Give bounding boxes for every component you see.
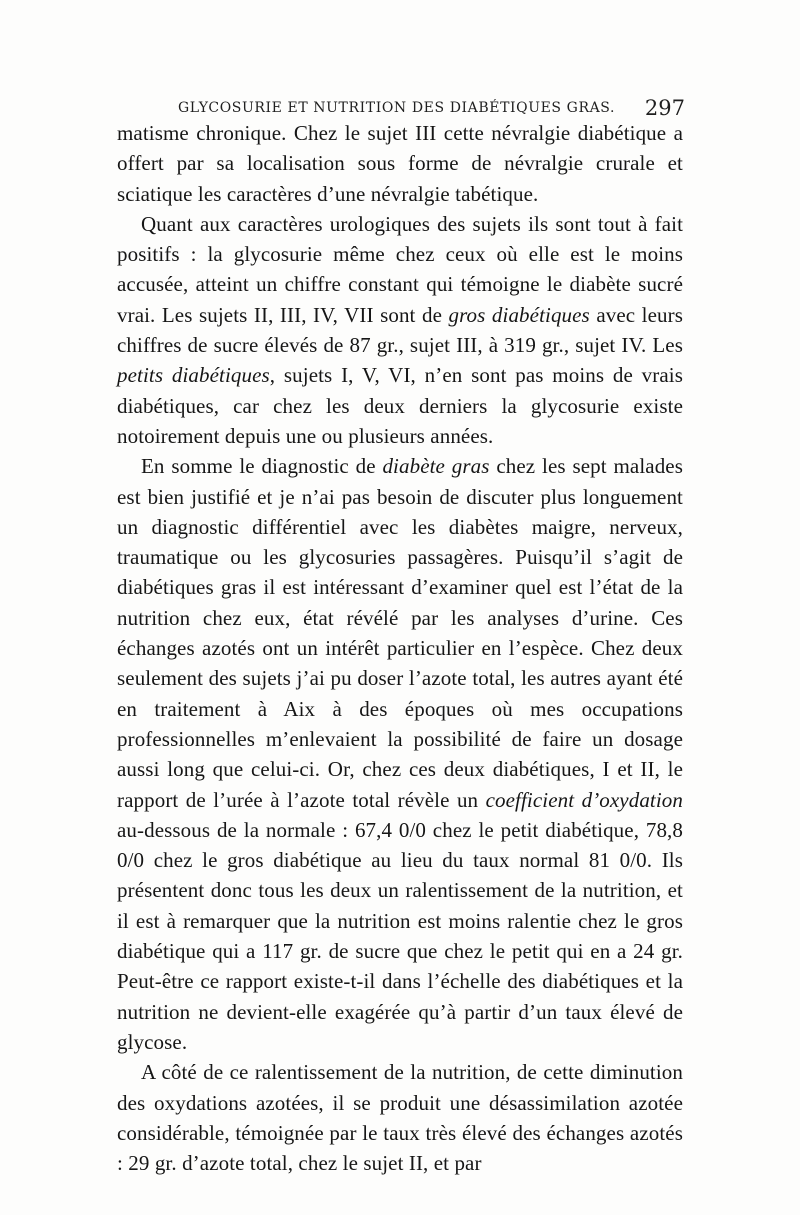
paragraph-2-text-a: Quant aux caractères urologiques des sujets ils sont tout à fait positifs : la glycosurie même chez ceux où elle est le moins accusée, atteint un chiffre constant qui témoigne le diabète sucré vrai. Les sujets II, III, IV, VII sont de — [117, 211, 683, 327]
paragraph-1-text: matisme chronique. Chez le sujet III cette névralgie diabétique a offert par sa localisation sous forme de névralgie crurale et sciatique les caractères d’une névralgie tabétique. — [117, 121, 683, 206]
term-gros-diabetiques: gros diabétiques — [448, 302, 590, 327]
term-petits-diabetiques: petits diabétiques — [117, 363, 270, 388]
paragraph-3-text-c: au-dessous de la normale : 67,4 0/0 chez le petit diabétique, 78,8 0/0 chez le gros diabétique au lieu du taux normal 81 0/0. Ils présentent donc tous les deux un ralentissement de la nutrition, et il est à remarquer que la nutrition est moins ralentie chez le gros diabétique qui a 117 gr. de sucre que chez le petit qui en a 24 gr. Peut-être ce rapport existe-t-il dans l’échelle des diabétiques et la nutrition ne devient-elle exagérée qu’à partir d’un taux élevé de glycose. — [117, 817, 683, 1054]
term-coefficient-oxydation: coefficient d’oxydation — [485, 787, 683, 812]
paragraph-3-text-b: chez les sept malades est bien justifié et je n’ai pas besoin de discuter plus longuement un diagnostic différentiel avec les diabètes maigre, nerveux, traumatique ou les glycosuries passagères. Puisqu’il s’agit de diabétiques gras il est intéressant d’examiner quel est l’état de la nutrition chez eux, état révélé par les analyses d’urine. Ces échanges azotés ont un intérêt particulier en l’espèce. Chez deux seulement des sujets j’ai pu doser l’azote total, les autres ayant été en traitement à Aix à des époques où mes occupations professionnelles m’enlevaient la possibilité de faire un dosage aussi long que celui-ci. Or, chez ces deux diabétiques, I et II, le rapport de l’urée à l’azote total révèle un — [117, 454, 684, 812]
term-diabete-gras: diabète gras — [382, 454, 490, 479]
paragraph-4-text: A côté de ce ralentissement de la nutrition, de cette diminution des oxydations azotées, il se produit une désassimilation azotée considérable, témoignée par le taux très élevé des échanges azotés : 29 gr. d’azote total, chez le sujet II, et par — [117, 1060, 683, 1176]
paragraph-1 — [117, 118, 683, 209]
paragraph-3-text-a: En somme le diagnostic de — [141, 454, 383, 479]
paragraph-2-text-c: , sujets I, V, VI, n’en sont pas moins de vrais diabétiques, car chez les deux derniers la glycosurie existe notoirement depuis une ou plusieurs années. — [117, 363, 683, 448]
body-text — [117, 118, 683, 1178]
paragraph-2 — [117, 209, 683, 451]
paragraph-4 — [117, 1057, 683, 1178]
running-title: GLYCOSURIE ET NUTRITION DES DIABÉTIQUES GRAS. — [178, 100, 616, 116]
paragraph-3 — [117, 451, 683, 1057]
paragraph-2-text-b: avec leurs chiffres de sucre élevés de 87 gr., sujet III, à 319 gr., sujet IV. Les — [117, 302, 683, 358]
page-number: 297 — [644, 96, 685, 120]
